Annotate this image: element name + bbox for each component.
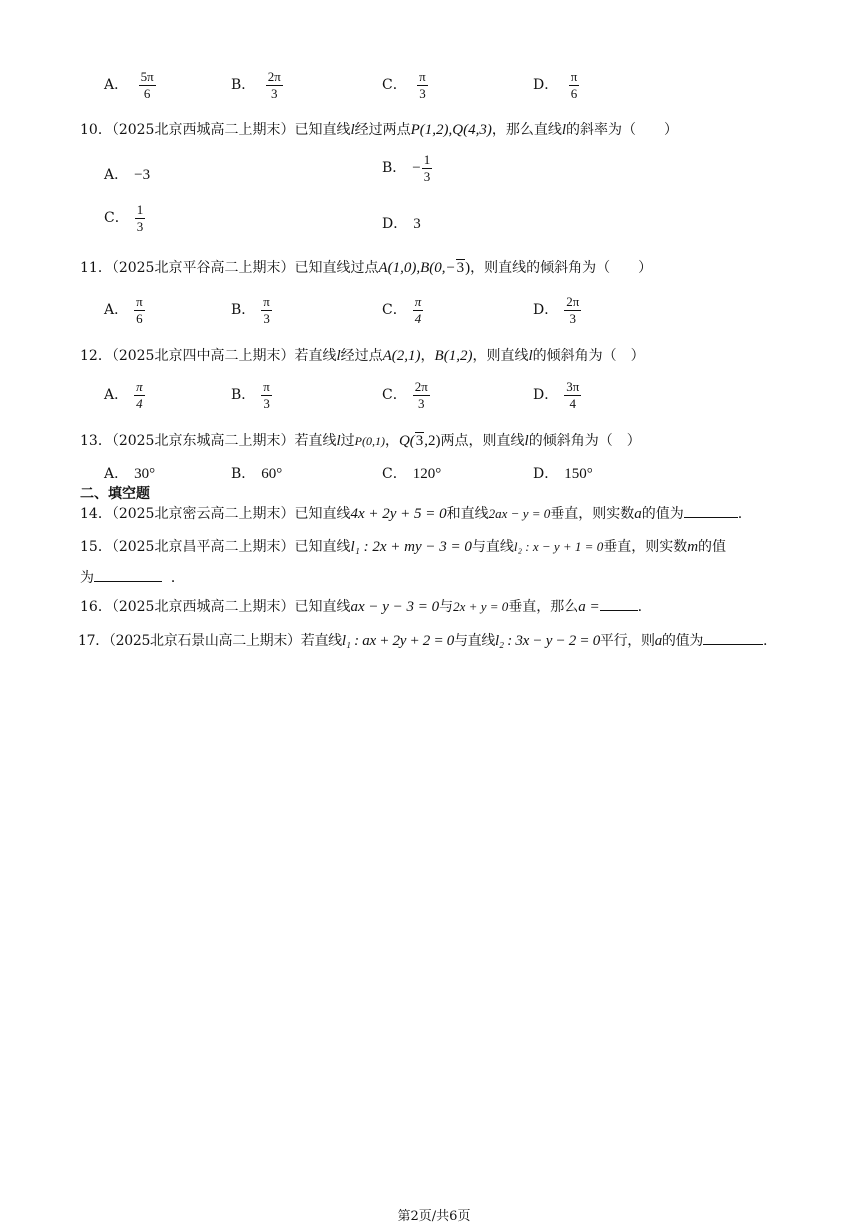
q12-option-b: B． $\frac{\pi}{3}$ [231, 379, 270, 411]
q11-option-d: D． $\frac{2\pi}{3}$ [533, 294, 580, 326]
fraction: $\frac{2\pi}{3}$ [566, 294, 580, 326]
q11-option-c: C． $\frac{\pi}{4}$ [382, 294, 422, 326]
fraction: $\frac{5\pi}{6}$ [140, 69, 154, 101]
fraction: $\frac{2\pi}{3}$ [414, 379, 428, 411]
q17-stem: 17．（2025北京石景山高二上期末）若直线l₁ : ax + 2y + 2 = 0与直线l₂ : 3x − y − 2 = 0平行，则a的值为 . [78, 633, 768, 649]
q10-option-c: C． $\frac{1}{3}$ [104, 202, 144, 234]
q13-option-b: B． 60° [231, 466, 283, 482]
answer-blank[interactable] [600, 598, 638, 611]
q12-option-d: D． $\frac{3\pi}{4}$ [533, 379, 580, 411]
q11-option-a: A． $\frac{\pi}{6}$ [104, 294, 143, 326]
q13-stem: 13．（2025北京东城高二上期末）若直线l过P(0,1)，Q(3,2)两点，则直线l的倾斜角为（ ） [80, 433, 641, 449]
answer-blank[interactable] [684, 505, 738, 518]
answer-blank[interactable] [703, 632, 763, 645]
answer-blank[interactable] [94, 569, 162, 582]
q11-stem: 11．（2025北京平谷高二上期末）已知直线过点A(1,0),B(0,−3)，则直线的倾斜角为（ ） [80, 260, 653, 276]
q14-stem: 14．（2025北京密云高二上期末）已知直线4x + 2y + 5 = 0和直线2ax − y = 0垂直，则实数a的值为 . [80, 506, 743, 522]
q9-option-c: C． $\frac{\pi}{3}$ [382, 69, 426, 101]
fraction: $\frac{2\pi}{3}$ [267, 69, 281, 101]
fraction: $\frac{\pi}{4}$ [414, 294, 422, 326]
fraction: $\frac{3\pi}{4}$ [566, 379, 580, 411]
q12-stem: 12．（2025北京四中高二上期末）若直线l经过点A(2,1)，B(1,2)，则直线l的倾斜角为（ ） [80, 348, 645, 364]
fraction: $\frac{1}{3}$ [136, 202, 144, 234]
q13-option-c: C． 120° [382, 466, 442, 482]
fraction: $\frac{\pi}{6}$ [136, 294, 143, 326]
fraction: $\frac{\pi}{3}$ [263, 379, 270, 411]
q12-option-a: A． $\frac{\pi}{4}$ [104, 379, 143, 411]
fraction: $\frac{\pi}{4}$ [136, 379, 143, 411]
q10-option-d: D． 3 [382, 216, 421, 232]
q13-option-a: A． 30° [104, 466, 156, 482]
q11-option-b: B． $\frac{\pi}{3}$ [231, 294, 270, 326]
q10-option-b: B． − $\frac{1}{3}$ [382, 152, 431, 184]
q10-option-a: A． −3 [104, 167, 151, 183]
section-heading: 二、填空题 [80, 486, 150, 502]
fraction: $\frac{1}{3}$ [423, 152, 431, 184]
q10-stem: 10．（2025北京西城高二上期末）已知直线l经过两点P(1,2),Q(4,3)，那么直线l的斜率为（ ） [80, 122, 679, 138]
q15-stem-cont: 为 ． [80, 570, 185, 586]
q12-option-c: C． $\frac{2\pi}{3}$ [382, 379, 428, 411]
fraction: $\frac{\pi}{3}$ [419, 69, 426, 101]
page-footer: 第2页/共6页 [397, 1209, 471, 1224]
q9-option-a: A． $\frac{5\pi}{6}$ [104, 69, 154, 101]
q16-stem: 16．（2025北京西城高二上期末）已知直线ax − y − 3 = 0与2x + y = 0垂直，那么a = . [80, 599, 643, 615]
q9-option-b: B． $\frac{2\pi}{3}$ [231, 69, 281, 101]
fraction: $\frac{\pi}{6}$ [570, 69, 578, 101]
q13-option-d: D． 150° [533, 466, 593, 482]
q9-option-d: D． $\frac{\pi}{6}$ [533, 69, 578, 101]
fraction: $\frac{\pi}{3}$ [263, 294, 270, 326]
q15-stem: 15．（2025北京昌平高二上期末）已知直线l₁ : 2x + my − 3 = 0与直线l₂ : x − y + 1 = 0垂直，则实数m的值 [80, 539, 727, 555]
